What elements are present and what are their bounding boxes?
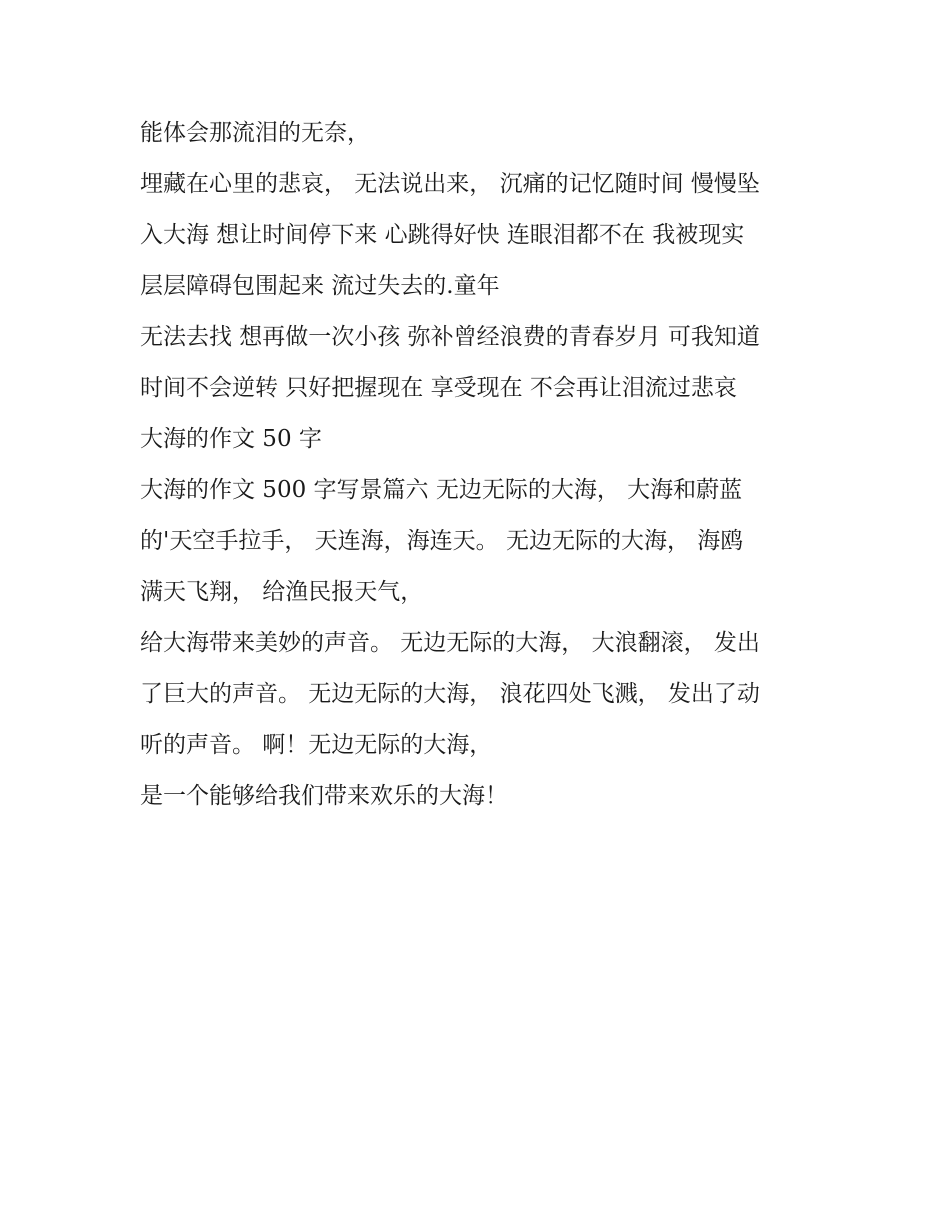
essay-text xyxy=(140,108,820,822)
text-line: 能体会那流泪的无奈， xyxy=(140,120,370,146)
text-line: 入大海 想让时间停下来 心跳得好快 连眼泪都不在 我被现实 xyxy=(140,222,745,248)
text-line: 时间不会逆转 只好把握现在 享受现在 不会再让泪流过悲哀 xyxy=(140,375,737,401)
text-line: 埋藏在心里的悲哀， 无法说出来， 沉痛的记忆随时间 慢慢坠 xyxy=(140,171,760,197)
text-line: 大海的作文 500 字写景篇六 无边无际的大海， 大海和蔚蓝 xyxy=(140,477,743,503)
text-line: 是一个能够给我们带来欢乐的大海！ xyxy=(140,783,508,809)
text-line: 无法去找 想再做一次小孩 弥补曾经浪费的青春岁月 可我知道 xyxy=(140,324,760,350)
text-line: 满天飞翔， 给渔民报天气， xyxy=(140,579,424,605)
text-line: 层层障碍包围起来 流过失去的.童年 xyxy=(140,273,500,299)
text-line: 了巨大的声音。 无边无际的大海， 浪花四处飞溅， 发出了动 xyxy=(140,681,760,707)
text-line: 的'天空手拉手， 天连海，海连天。 无边无际的大海， 海鸥 xyxy=(140,528,744,554)
text-line: 给大海带来美妙的声音。 无边无际的大海， 大浪翻滚， 发出 xyxy=(140,630,760,656)
essay-title: 大海的作文 50 字 xyxy=(140,426,322,452)
text-line: 听的声音。 啊！无边无际的大海， xyxy=(140,732,493,758)
